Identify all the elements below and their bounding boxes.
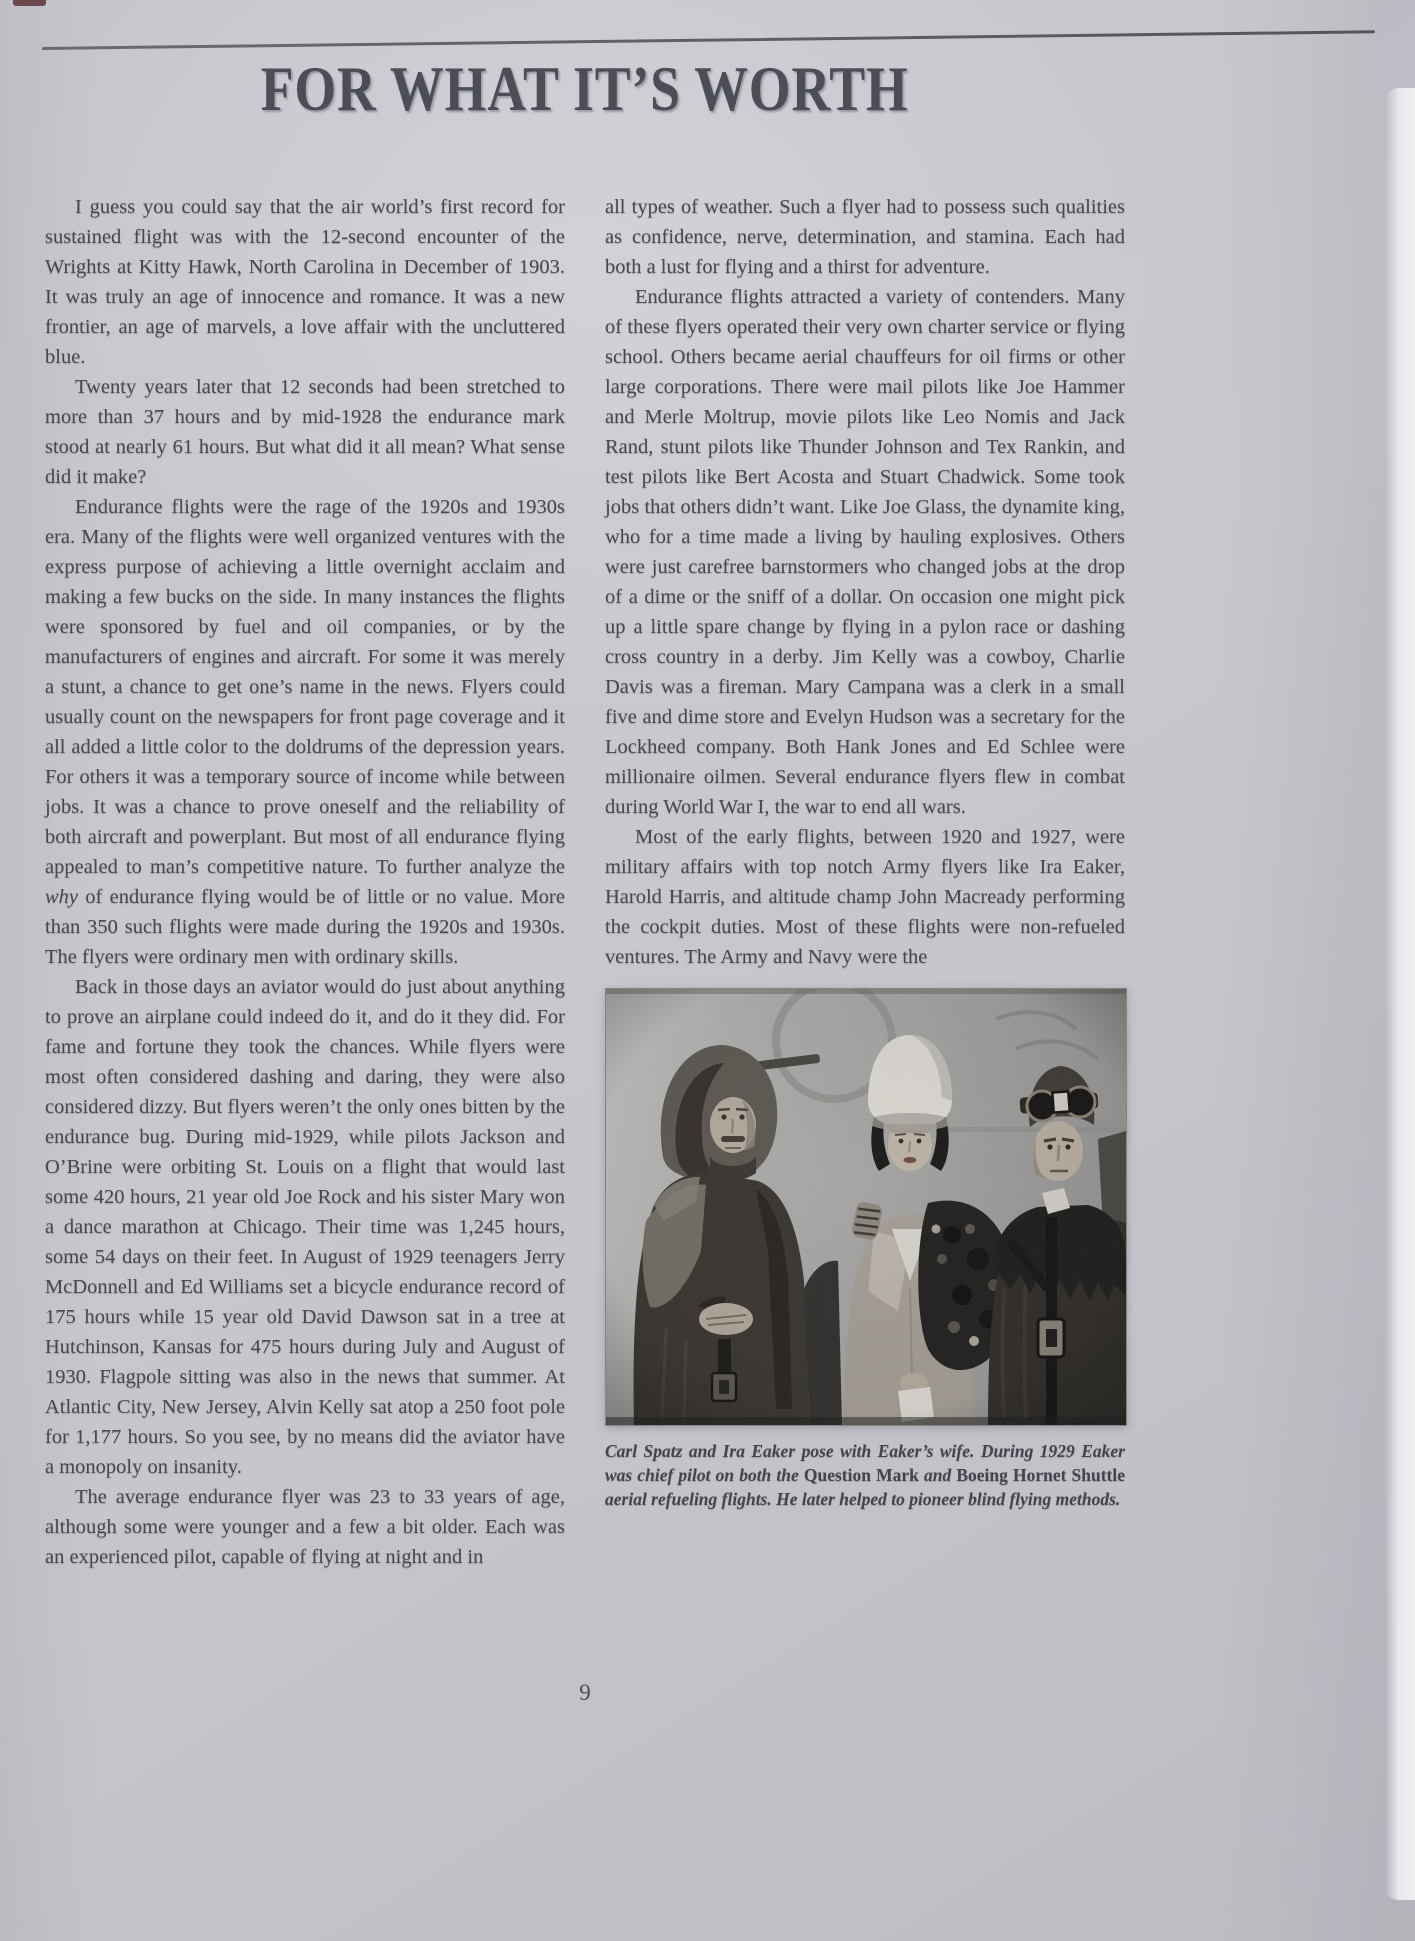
title-rule — [42, 30, 1375, 50]
page-title-text: FOR WHAT IT’S WORTH — [261, 53, 909, 124]
caption-aircraft-name-1: Question Mark — [803, 1465, 919, 1485]
caption-segment-2: and — [918, 1465, 957, 1485]
body-paragraph-6: all types of weather. Such a flyer had to possess such qualities as confidence, nerve, determination, and stamina. Each had both a lust for flying and a thirst for adventure. — [605, 196, 1125, 278]
caption-aircraft-name-2: Boeing Hornet Shuttle — [956, 1465, 1126, 1485]
scan-artifact-mark — [13, 0, 46, 6]
body-paragraph-8: Most of the early flights, between 1920 and 1927, were military affairs with top notch Army flyers like Ira Eaker, Harold Harris, and altitude champ John Macready performing the cockpit duties. Most of these flights were non-refueled ventures. The Army and Navy were the — [605, 826, 1125, 968]
page-number: 9 — [579, 1680, 591, 1705]
body-paragraph-3 — [45, 492, 565, 972]
page-edge-strip — [1385, 88, 1415, 1900]
body-paragraph-4: Back in those days an aviator would do just about anything to prove an airplane could indeed do it, and do it they did. For fame and fortune they took the chances. While flyers were most often considered dashing and daring, they were also considered dizzy. But flyers weren’t the only ones bitten by the endurance bug. During mid-1929, while pilots Jackson and O’Brine were orbiting St. Louis on a flight that would last some 420 hours, 21 year old Joe Rock and his sister Mary won a dance marathon at Chicago. Their time was 1,245 hours, some 54 days on their feet. In August of 1929 teenagers Jerry McDonnell and Ed Williams set a bicycle endurance record of 175 hours while 15 year old David Dawson sat in a tree at Hutchinson, Kansas for 475 hours during July and August of 1930. Flagpole sitting was also in the news that summer. At Atlantic City, New Jersey, Alvin Kelly sat atop a 250 foot pole for 1,177 hours. So you see, by no means did the aviator have a monopoly on insanity. — [45, 976, 565, 1478]
caption-segment-1: Carl Spatz and Ira Eaker pose with Eaker’s wife. During 1929 Eaker was chief pilot on both the — [605, 1441, 1125, 1485]
paragraph-3-text-before: Endurance flights were the rage of the 1920s and 1930s era. Many of the flights were well organized ventures with the express purpose of achieving a little overnight acclaim and making a few bucks on the side. In many instances the flights were sponsored by fuel and oil companies, or by the manufacturers of engines and aircraft. For some it was merely a stunt, a chance to get one’s name in the news. Flyers could usually count on the newspapers for front page coverage and it all added a little color to the doldrums of the depression years. For others it was a temporary source of income while between jobs. It was a chance to prove oneself and the reliability of both aircraft and powerplant. But most of all endurance flying appealed to man’s competitive nature. To further analyze the — [45, 496, 565, 878]
photo-figure — [605, 988, 1125, 1511]
page-title — [45, 52, 1125, 126]
article-columns — [45, 192, 1125, 1572]
caption-segment-3: aerial refueling flights. He later helped to pioneer blind flying methods. — [605, 1489, 1121, 1509]
right-column — [605, 192, 1125, 1572]
body-paragraph-1: I guess you could say that the air world’s first record for sustained flight was with the 12-second encounter of the Wrights at Kitty Hawk, North Carolina in December of 1903. It was truly an age of innocence and romance. It was a new frontier, an age of marvels, a love affair with the uncluttered blue. — [45, 196, 565, 368]
photo-caption — [605, 1439, 1125, 1511]
body-paragraph-2: Twenty years later that 12 seconds had been stretched to more than 37 hours and by mid-1928 the endurance mark stood at nearly 61 hours. But what did it all mean? What sense did it make? — [45, 376, 565, 488]
paragraph-3-text-after: of endurance flying would be of little or no value. More than 350 such flights were made during the 1920s and 1930s. The flyers were ordinary men with ordinary skills. — [45, 886, 565, 968]
body-paragraph-5: The average endurance flyer was 23 to 33 years of age, although some were younger and a few a bit older. Each was an experienced pilot, capable of flying at night and in — [45, 1486, 565, 1568]
photo-aviators-illustration — [605, 988, 1127, 1426]
body-paragraph-7: Endurance flights attracted a variety of contenders. Many of these flyers operated their very own charter service or flying school. Others became aerial chauffeurs for oil firms or other large corporations. There were mail pilots like Joe Hammer and Merle Moltrup, movie pilots like Leo Nomis and Jack Rand, stunt pilots like Thunder Johnson and Tex Rankin, and test pilots like Bert Acosta and Stuart Chadwick. Some took jobs that others didn’t want. Like Joe Glass, the dynamite king, who for a time made a living by hauling explosives. Others were just carefree barnstormers who changed jobs at the drop of a dime or the sniff of a dollar. On occasion one might pick up a little spare change by flying in a pylon race or dashing cross country in a derby. Jim Kelly was a cowboy, Charlie Davis was a fireman. Mary Campana was a clerk in a small five and dime store and Evelyn Hudson was a secretary for the Lockheed company. Both Hank Jones and Ed Schlee were millionaire oilmen. Several endurance flyers flew in combat during World War I, the war to end all wars. — [605, 286, 1125, 818]
paragraph-3-italic-word: why — [45, 886, 79, 908]
left-column — [45, 192, 565, 1572]
